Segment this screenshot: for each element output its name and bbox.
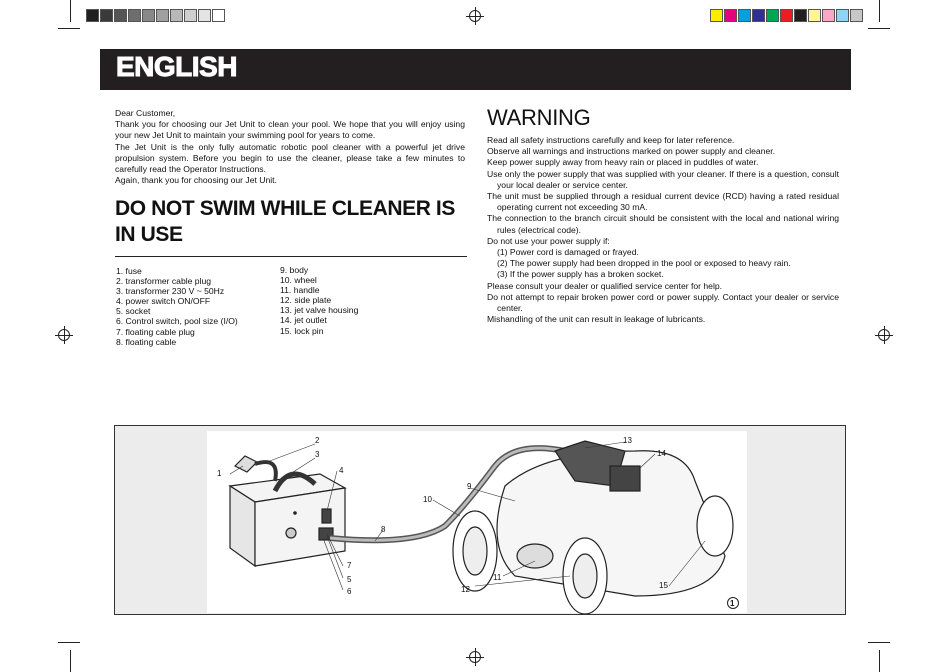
greeting: Dear Customer, (115, 108, 176, 118)
color-swatch (808, 9, 821, 22)
color-swatch (142, 9, 155, 22)
part-item: 4. power switch ON/OFF (116, 296, 211, 307)
cleaner-illustration (115, 426, 846, 615)
warning-sub-item: (2) The power supply had been dropped in the pool or exposed to heavy rain. (497, 258, 791, 269)
color-swatch (212, 9, 225, 22)
intro-paragraph: Thank you for choosing our Jet Unit to clean your pool. We hope that you will enjoy using your new Jet Unit to maintain your swimming pool for years to come. (115, 119, 465, 141)
color-swatch (766, 9, 779, 22)
part-item: 12. side plate (280, 295, 332, 306)
callout-label: 5 (347, 575, 352, 584)
color-swatch (710, 9, 723, 22)
callout-label: 7 (347, 561, 352, 570)
warning-sub-item: (1) Power cord is damaged or frayed. (497, 247, 639, 258)
part-item: 11. handle (280, 285, 320, 296)
color-swatch (114, 9, 127, 22)
part-item: 1. fuse (116, 266, 142, 276)
part-item: 14. jet outlet (280, 315, 327, 326)
part-item: 9. body (280, 265, 309, 275)
transformer-box (230, 474, 345, 566)
part-item: 2. transformer cable plug (116, 276, 212, 287)
color-swatch (738, 9, 751, 22)
warning-line: Please consult your dealer or qualified service center for help. (487, 280, 723, 291)
parts-list-left (116, 266, 238, 347)
part-item: 13. jet valve housing (280, 305, 359, 316)
part-item: 10. wheel (280, 275, 317, 286)
language-title: ENGLISH (116, 51, 237, 82)
figure-number: 1 (730, 599, 735, 608)
crop-mark (58, 642, 80, 643)
callout-label: 3 (315, 450, 320, 459)
side-plate (517, 544, 553, 568)
registration-mark-icon (58, 329, 70, 341)
warning-line: Do not attempt to repair broken power cord or power supply. Contact your dealer or service center. (487, 291, 839, 314)
color-swatch (794, 9, 807, 22)
color-swatch (184, 9, 197, 22)
color-swatch (100, 9, 113, 22)
part-item: 7. floating cable plug (116, 326, 195, 337)
warning-line: Keep power supply away from heavy rain or placed in puddles of water. (487, 157, 759, 168)
callout-label: 6 (347, 587, 352, 596)
color-swatch (724, 9, 737, 22)
crop-mark (868, 642, 890, 643)
intro-paragraph: Again, thank you for choosing our Jet Unit. (115, 175, 277, 186)
callout-label: 13 (623, 436, 632, 445)
color-swatch (170, 9, 183, 22)
color-swatch (822, 9, 835, 22)
warning-text (487, 135, 839, 325)
gray-color-bar (86, 9, 226, 22)
part-item: 3. transformer 230 V ~ 50Hz (116, 286, 225, 297)
crop-mark (70, 0, 71, 22)
callout-label: 12 (461, 585, 470, 594)
callout-label: 2 (315, 436, 320, 445)
wheel-icon (697, 496, 733, 556)
language-banner (100, 49, 851, 90)
warning-line: Read all safety instructions carefully and keep for later reference. (487, 135, 735, 145)
part-item: 15. lock pin (280, 325, 324, 336)
intro-paragraph: The Jet Unit is the only fully automatic robotic pool cleaner with a powerful jet drive propulsion system. Before you begin to use the cleaner, please take a few minutes to carefully read the Operator Instructions. (115, 141, 465, 175)
color-swatch (156, 9, 169, 22)
registration-mark-icon (469, 10, 481, 22)
callout-label: 10 (423, 495, 432, 504)
callout-label: 9 (467, 482, 472, 491)
color-swatch (86, 9, 99, 22)
color-swatch (198, 9, 211, 22)
callout-label: 8 (381, 525, 386, 534)
warning-line: Use only the power supply that was supplied with your cleaner. If there is a question, consult your local dealer or service center. (487, 168, 839, 190)
divider (115, 256, 467, 257)
part-item: 5. socket (116, 306, 151, 317)
color-swatch (836, 9, 849, 22)
callout-label: 14 (657, 449, 666, 458)
registration-mark-icon (469, 651, 481, 663)
callout-label: 1 (217, 469, 222, 478)
crop-mark (879, 650, 880, 672)
safety-heading: DO NOT SWIM WHILE CLEANER IS IN USE (115, 197, 455, 246)
color-swatch (752, 9, 765, 22)
color-swatch (780, 9, 793, 22)
warning-line: The unit must be supplied through a residual current device (RCD) having a rated residual operating current not exceeding 30 mA. (487, 191, 839, 213)
registration-mark-icon (878, 329, 890, 341)
warning-line: The connection to the branch circuit should be consistent with the local and national wiring rules (electrical code). (487, 213, 839, 235)
warning-line: Observe all warnings and instructions marked on power supply and cleaner. (487, 146, 776, 157)
warning-line: Mishandling of the unit can result in leakage of lubricants. (487, 314, 706, 325)
warning-line: Do not use your power supply if: (487, 235, 610, 246)
part-item: 8. floating cable (116, 336, 177, 347)
callout-label: 15 (659, 581, 668, 590)
parts-list-right (280, 265, 358, 336)
product-diagram (114, 425, 846, 615)
intro-letter (115, 108, 465, 186)
warning-sub-item: (3) If the power supply has a broken socket. (497, 269, 664, 280)
crop-mark (868, 28, 890, 29)
callout-label: 4 (339, 466, 344, 475)
crop-mark (70, 650, 71, 672)
color-swatch (128, 9, 141, 22)
crop-mark (58, 28, 80, 29)
part-item: 6. Control switch, pool size (I/O) (116, 316, 238, 327)
callout-label: 11 (493, 573, 502, 582)
color-swatch (850, 9, 863, 22)
warning-title: WARNING (487, 105, 591, 130)
process-color-bar (710, 9, 864, 22)
crop-mark (879, 0, 880, 22)
